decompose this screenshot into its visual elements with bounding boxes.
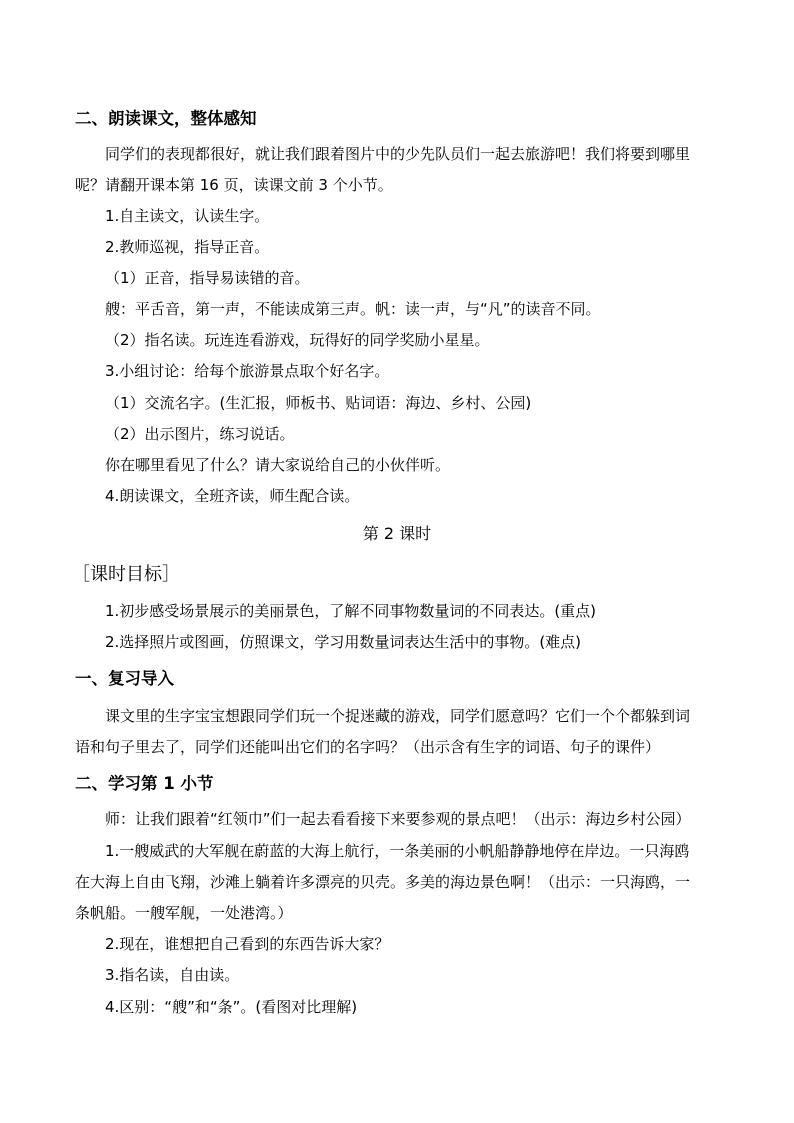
list-item: 3.指名读，自由读。 [105, 966, 240, 984]
list-item: 4.区别：“艘”和“条”。(看图对比理解) [105, 998, 358, 1016]
list-item: 2.现在，谁想把自己看到的东西告诉大家？ [105, 935, 390, 953]
sub-list-item: （2）出示图片，练习说话。 [105, 425, 295, 443]
section-heading-read-text: 二、朗读课文，整体感知 [75, 109, 257, 128]
paragraph-line: 你在哪里看见了什么？请大家说给自己的小伙伴听。 [105, 456, 451, 474]
goals-heading: ［课时目标］ [72, 564, 180, 585]
paragraph-line: 呢？请翻开课本第 16 页，读课文前 3 个小节。 [75, 176, 393, 194]
goal-item: 1.初步感受场景展示的美丽景色，了解不同事物数量词的不同表达。(重点) [105, 602, 597, 620]
paragraph-line: 条帆船。一艘军舰，一处港湾。） [75, 904, 293, 922]
section-heading-review: 一、复习导入 [75, 669, 174, 688]
paragraph-line: 师：让我们跟着“红领巾”们一起去看看接下来要参观的景点吧！（出示：海边乡村公园） [105, 810, 691, 828]
lesson-title: 第 2 课时 [362, 524, 432, 543]
list-item: 3.小组讨论：给每个旅游景点取个好名字。 [105, 362, 390, 380]
paragraph-line: 1.一艘威武的大军舰在蔚蓝的大海上航行，一条美丽的小帆船静静地停在岸边。一只海鸥 [105, 842, 690, 860]
paragraph-line: 同学们的表现都很好，就让我们跟着图片中的少先队员们一起去旅游吧！我们将要到哪里 [105, 145, 691, 163]
sub-list-item: （1）交流名字。(生汇报，师板书、贴词语：海边、乡村、公园) [105, 394, 532, 412]
goal-item: 2.选择照片或图画，仿照课文，学习用数量词表达生活中的事物。(难点) [105, 633, 582, 651]
sub-list-item: （2）指名读。玩连连看游戏，玩得好的同学奖励小星星。 [105, 331, 490, 349]
paragraph-line: 在大海上自由飞翔，沙滩上躺着许多漂亮的贝壳。多美的海边景色啊！（出示：一只海鸥，一 [75, 873, 691, 891]
paragraph-line: 课文里的生字宝宝想跟同学们玩一个捉迷藏的游戏，同学们愿意吗？它们一个个都躲到词 [105, 707, 691, 725]
paragraph-line: 艘：平舌音，第一声，不能读成第三声。帆：读一声，与“凡”的读音不同。 [105, 300, 601, 318]
section-heading-study: 二、学习第 1 小节 [75, 774, 214, 793]
list-item: 2.教师巡视，指导正音。 [105, 238, 270, 256]
list-item: 4.朗读课文，全班齐读，师生配合读。 [105, 487, 360, 505]
list-item: 1.自主读文，认读生字。 [105, 207, 270, 225]
sub-list-item: （1）正音，指导易读错的音。 [105, 269, 310, 287]
paragraph-line: 语和句子里去了，同学们还能叫出它们的名字吗？（出示含有生字的词语、句子的课件） [75, 738, 661, 756]
